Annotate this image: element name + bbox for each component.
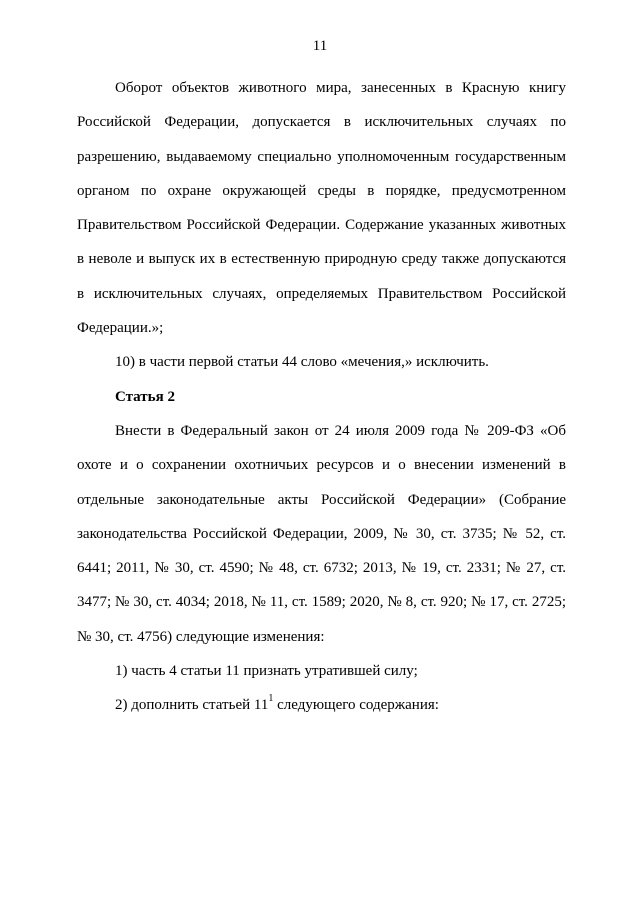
list-item-2: [77, 688, 566, 722]
paragraph-article-44-amendment: 10) в части первой статьи 44 слово «мечения,» исключить.: [115, 354, 489, 371]
paragraph-red-book-circulation: Оборот объектов животного мира, занесенных в Красную книгу Российской Федерации, допускается в исключительных случаях по разрешению, выдаваемому специально уполномоченным государственным органом по охране окружающей среды в порядке, предусмотренном Правительством Российской Федерации. Содержание указанных животных в неволе и выпуск их в естественную природную среду также допускаются в исключительных случаях, определяемых Правительством Российской Федерации.»;: [77, 80, 566, 337]
article-heading: Статья 2: [115, 388, 175, 405]
list-item-2-prefix: 2) дополнить статьей 11: [115, 697, 269, 714]
document-body: [77, 71, 566, 723]
page-number: 11: [312, 38, 328, 54]
paragraph-federal-law-amendment: Внести в Федеральный закон от 24 июля 2009 года № 209-ФЗ «Об охоте и о сохранении охотничьих ресурсов и о внесении изменений в отдельные законодательные акты Российской Федерации» (Собрание законодательства Российской Федерации, 2009, № 30, ст. 3735; № 52, ст. 6441; 2011, № 30, ст. 4590; № 48, ст. 6732; 2013, № 19, ст. 2331; № 27, ст. 3477; № 30, ст. 4034; 2018, № 11, ст. 1589; 2020, № 8, ст. 920; № 17, ст. 2725; № 30, ст. 4756) следующие изменения:: [77, 422, 566, 645]
list-item-2-suffix: следующего содержания:: [273, 697, 439, 714]
superscript-marker: 1: [268, 693, 274, 705]
list-item-1: 1) часть 4 статьи 11 признать утратившей силу;: [115, 663, 418, 680]
